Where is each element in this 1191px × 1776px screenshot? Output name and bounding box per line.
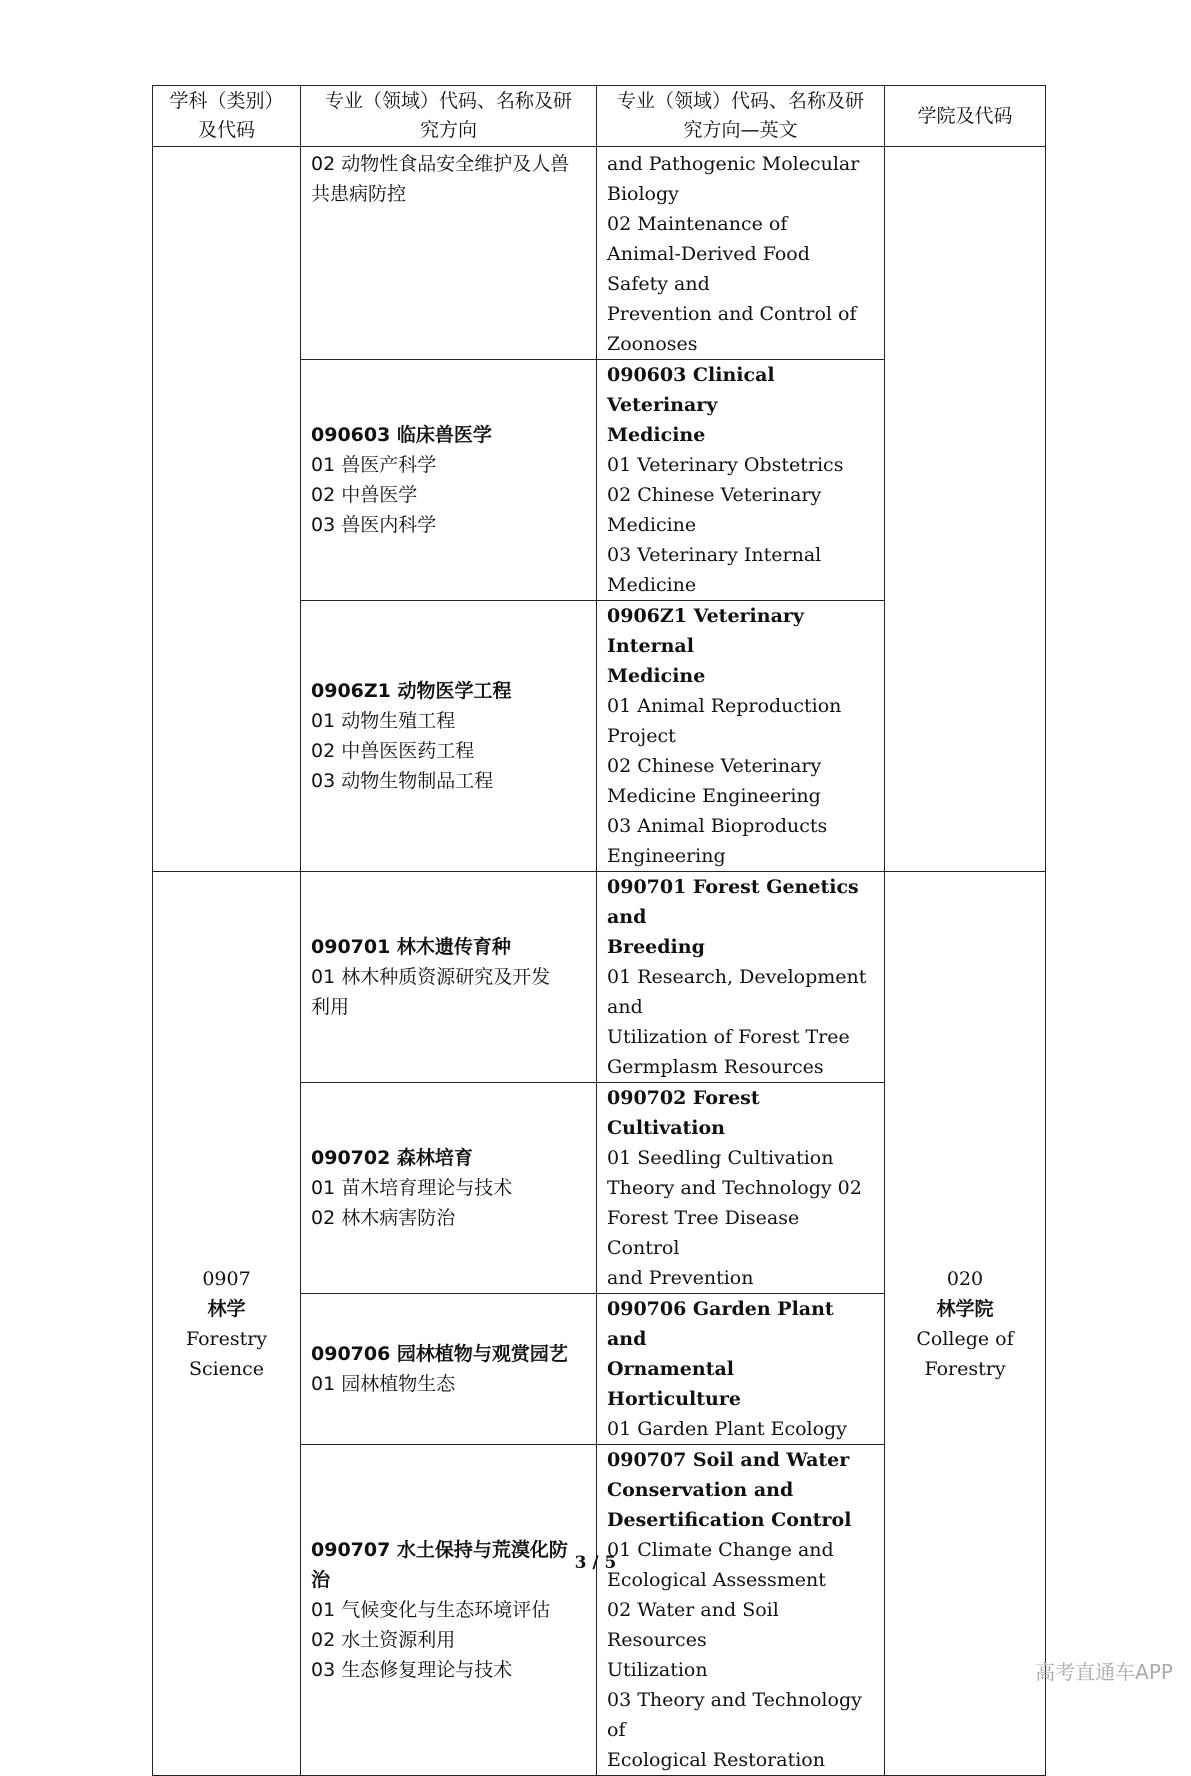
major-en-cell: 090701 Forest Genetics and Breeding 01 Research, Development and Utilization of Forest Tree Germplasm Resources [597,872,885,1083]
header-college: 学院及代码 [885,86,1046,147]
college-cell-forestry: 020 林学院 College of Forestry [885,872,1046,1776]
major-cn-cell: 090603 临床兽医学 01 兽医产科学 02 中兽医学 03 兽医内科学 [301,360,597,601]
table-row [153,872,1046,1083]
major-cn-cell: 090706 园林植物与观赏园艺 01 园林植物生态 [301,1294,597,1445]
major-en-cell: and Pathogenic Molecular Biology 02 Maintenance of Animal-Derived Food Safety and Prevention and Control of Zoonoses [597,147,885,360]
major-cn-cell: 0906Z1 动物医学工程 01 动物生殖工程 02 中兽医医药工程 03 动物生物制品工程 [301,601,597,872]
major-cn-cell: 090702 森林培育 01 苗木培育理论与技术 02 林木病害防治 [301,1083,597,1294]
major-en-cell: 090707 Soil and Water Conservation and Desertification Control 01 Climate Change and Ecological Assessment 02 Water and Soil Resources Utilization 03 Theory and Technology of Ecological Restoration [597,1445,885,1776]
watermark-text: 高考直通车APP [1035,1660,1173,1684]
major-en-cell: 090706 Garden Plant and Ornamental Horticulture 01 Garden Plant Ecology [597,1294,885,1445]
discipline-cell-continued [153,147,301,872]
major-cn-cell: 090701 林木遗传育种 01 林木种质资源研究及开发 利用 [301,872,597,1083]
header-major-en: 专业（领域）代码、名称及研 究方向—英文 [597,86,885,147]
college-cell-continued [885,147,1046,872]
major-cn-cell: 02 动物性食品安全维护及人兽 共患病防控 [301,147,597,360]
table-row [153,147,1046,360]
header-major-cn: 专业（领域）代码、名称及研 究方向 [301,86,597,147]
page-number: 3 / 5 [574,1553,617,1573]
major-en-cell: 090702 Forest Cultivation 01 Seedling Cultivation Theory and Technology 02 Forest Tree Disease Control and Prevention [597,1083,885,1294]
major-en-cell: 0906Z1 Veterinary Internal Medicine 01 Animal Reproduction Project 02 Chinese Veterinary Medicine Engineering 03 Animal Bioproducts Engineering [597,601,885,872]
program-table [152,85,1046,1776]
major-en-cell: 090603 Clinical Veterinary Medicine 01 Veterinary Obstetrics 02 Chinese Veterinary Medicine 03 Veterinary Internal Medicine [597,360,885,601]
discipline-cell-forestry: 0907 林学 Forestry Science [153,872,301,1776]
table-header-row [153,86,1046,147]
header-discipline: 学科（类别） 及代码 [153,86,301,147]
major-cn-cell: 090707 水土保持与荒漠化防 治 01 气候变化与生态环境评估 02 水土资源利用 03 生态修复理论与技术 [301,1445,597,1776]
